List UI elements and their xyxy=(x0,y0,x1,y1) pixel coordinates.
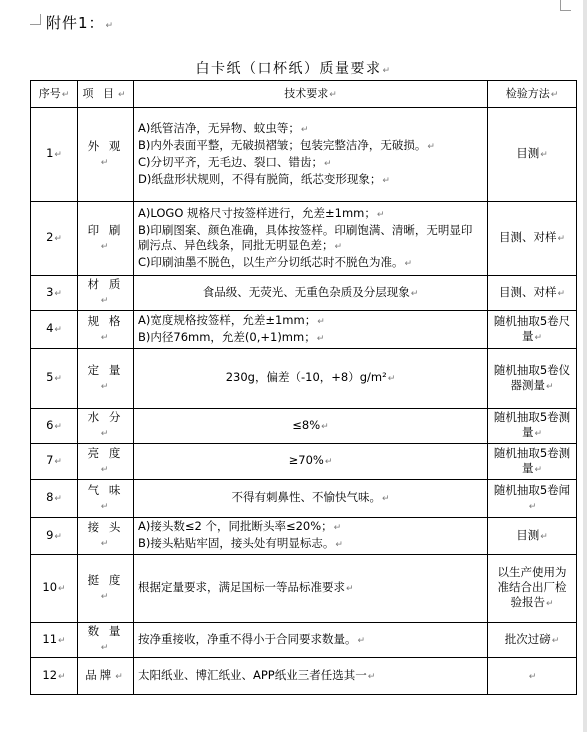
cell-text: 9 xyxy=(46,527,54,542)
cell-text: 目测、对样 xyxy=(498,230,557,244)
cell-text: C)印刷油墨不脱色，以生产分切纸芯时不脱色为准。 xyxy=(138,254,404,269)
table-header-row xyxy=(31,81,577,108)
row-method: 批次过磅↵ xyxy=(488,623,577,658)
cell-text: B)接头粘贴牢固，接头处有明显标志。 xyxy=(138,536,335,550)
scrollbar[interactable] xyxy=(583,0,587,732)
row-number: 4↵ xyxy=(31,311,78,349)
cell-text: 10 xyxy=(42,580,58,594)
row-item: 数 量↵ xyxy=(78,623,134,658)
row-method: ↵ xyxy=(488,658,577,695)
row-number: 12↵ xyxy=(31,658,78,695)
requirement-line: D)纸盘形状规则，不得有脱筒，纸芯变形现象；↵ xyxy=(138,171,390,186)
table-row xyxy=(31,349,577,409)
row-method: 随机抽取5卷仪器测量↵ xyxy=(488,349,577,409)
row-requirement xyxy=(134,555,488,623)
cell-text: B)印刷图案、颜色准确，具体按签样。印刷饱满、清晰，无明显印刷污点、异色线条，同批无明显色差； xyxy=(138,222,473,252)
requirement-line: A)LOGO 规格尺寸按签样进行，允差±1mm；↵ xyxy=(138,205,385,220)
row-number: 2↵ xyxy=(31,202,78,276)
cell-text: 6 xyxy=(46,417,54,432)
row-number: 1↵ xyxy=(31,108,78,202)
row-item: 外 观↵ xyxy=(78,108,134,202)
requirement-line: 按净重接收，净重不得小于合同要求数量。↵ xyxy=(138,631,366,646)
row-requirement xyxy=(134,202,488,276)
table-row xyxy=(31,311,577,349)
cell-text: 目测 xyxy=(516,527,540,542)
requirement-line: C)印刷油墨不脱色，以生产分切纸芯时不脱色为准。↵ xyxy=(138,254,413,269)
row-item: 接 头↵ xyxy=(78,518,134,555)
table-row xyxy=(31,202,577,276)
row-method: 以生产使用为准结合出厂检验报告↵ xyxy=(488,555,577,623)
cell-text: 230g，偏差（-10，+8）g/m² xyxy=(225,370,387,384)
cell-text: 品牌 xyxy=(85,667,115,682)
cell-text: 以生产使用为准结合出厂检验报告 xyxy=(497,565,567,609)
row-item: 亮 度↵ xyxy=(78,444,134,480)
row-item: 规 格↵ xyxy=(78,311,134,349)
row-number: 11↵ xyxy=(31,623,78,658)
cell-text: 7 xyxy=(46,453,54,467)
cell-text: A)接头数≤2 个，同批断头率≤20%； xyxy=(138,519,333,533)
row-number: 6↵ xyxy=(31,409,78,444)
row-requirement: ≥70%↵ xyxy=(134,444,488,480)
cell-text: 12 xyxy=(42,667,58,682)
quality-requirements-table xyxy=(30,80,577,695)
table-row xyxy=(31,555,577,623)
cell-text: 不得有刺鼻性、不愉快气味。 xyxy=(231,490,381,504)
cell-text: 1 xyxy=(46,146,54,160)
row-method: 随机抽取5卷尺量↵ xyxy=(488,311,577,349)
cell-text: 印 刷 xyxy=(87,222,124,237)
cell-text: 随机抽取5卷仪器测量 xyxy=(493,362,571,392)
table-row xyxy=(31,480,577,518)
cell-text: 材 质 xyxy=(87,277,124,291)
cell-text: 按净重接收，净重不得小于合同要求数量。 xyxy=(138,631,357,646)
requirement-line: B)内径76mm，允差(0,+1)mm；↵ xyxy=(138,329,325,344)
row-requirement: 食品级、无荧光、无重色杂质及分层现象↵ xyxy=(134,276,488,311)
row-method: 目测↵ xyxy=(488,518,577,555)
row-requirement xyxy=(134,518,488,555)
cell-text: 外 观 xyxy=(87,138,124,153)
table-row xyxy=(31,623,577,658)
header-item: 项 目↵ xyxy=(78,81,134,108)
margin-corner-mark xyxy=(560,0,571,11)
attachment-label: 附件1：↵ xyxy=(46,14,115,32)
margin-corner-mark xyxy=(30,14,41,25)
row-method: 目测、对样↵ xyxy=(488,276,577,311)
row-requirement xyxy=(134,658,488,695)
cell-text: 11 xyxy=(42,631,58,646)
row-item: 材 质↵ xyxy=(78,276,134,311)
row-number: 7↵ xyxy=(31,444,78,480)
header-method: 检验方法↵ xyxy=(488,81,577,108)
row-method: 目测↵ xyxy=(488,108,577,202)
cell-text: 水 分 xyxy=(87,410,124,424)
requirement-line: 太阳纸业、博汇纸业、APP纸业三者任选其一↵ xyxy=(138,667,376,682)
cell-text: 定 量 xyxy=(87,362,124,377)
row-item: 定 量↵ xyxy=(78,349,134,409)
table-body xyxy=(31,108,577,695)
cell-text: 数 量 xyxy=(87,624,124,638)
requirement-line: A)接头数≤2 个，同批断头率≤20%；↵ xyxy=(138,519,342,533)
row-requirement: ≤8%↵ xyxy=(134,409,488,444)
row-method: 目测、对样↵ xyxy=(488,202,577,276)
cell-text: 根据定量要求，满足国标一等品标准要求 xyxy=(138,580,345,594)
cell-text: 5 xyxy=(46,370,54,384)
row-requirement xyxy=(134,108,488,202)
cell-text: 目测 xyxy=(516,146,540,160)
requirement-line: B)内外表面平整，无破损褶皱；包装完整洁净，无破损。↵ xyxy=(138,137,435,152)
row-number: 3↵ xyxy=(31,276,78,311)
row-requirement: 不得有刺鼻性、不愉快气味。↵ xyxy=(134,480,488,518)
cell-text: 3 xyxy=(46,284,54,299)
cell-text: 2 xyxy=(46,230,54,244)
cell-text: B)内径76mm，允差(0,+1)mm； xyxy=(138,329,316,344)
row-method: 随机抽取5卷测量↵ xyxy=(488,409,577,444)
row-item: 印 刷↵ xyxy=(78,202,134,276)
cell-text: 目测、对样 xyxy=(498,284,557,299)
table-row xyxy=(31,276,577,311)
row-number: 8↵ xyxy=(31,480,78,518)
cell-text: 随机抽取5卷闻 xyxy=(493,482,571,497)
table-row xyxy=(31,518,577,555)
cell-text: D)纸盘形状规则，不得有脱筒，纸芯变形现象； xyxy=(138,171,382,186)
row-method: 随机抽取5卷测量↵ xyxy=(488,444,577,480)
cell-text: 接 头 xyxy=(87,520,124,534)
requirement-line: C)分切平齐，无毛边、裂口、错齿；↵ xyxy=(138,154,332,169)
row-number: 9↵ xyxy=(31,518,78,555)
requirement-line: 根据定量要求，满足国标一等品标准要求↵ xyxy=(138,580,354,594)
row-item: 水 分↵ xyxy=(78,409,134,444)
header-requirements: 技术要求↵ xyxy=(134,81,488,108)
cell-text: ≥70% xyxy=(288,453,324,467)
requirement-line: A)宽度规格按签样，允差±1mm；↵ xyxy=(138,312,325,327)
cell-text: 挺 度 xyxy=(87,572,124,587)
requirement-line: A)纸管洁净，无异物、蚊虫等；↵ xyxy=(138,120,309,135)
table-row xyxy=(31,658,577,695)
row-item: 挺 度↵ xyxy=(78,555,134,623)
cell-text: 规 格 xyxy=(87,313,124,328)
cell-text: A)宽度规格按签样，允差±1mm； xyxy=(138,312,317,327)
cell-text: 8 xyxy=(46,490,54,504)
cell-text: A)LOGO 规格尺寸按签样进行，允差±1mm； xyxy=(138,205,376,220)
row-requirement xyxy=(134,311,488,349)
cell-text: C)分切平齐，无毛边、裂口、错齿； xyxy=(138,154,324,169)
cell-text: 食品级、无荧光、无重色杂质及分层现象 xyxy=(202,284,410,299)
table-row xyxy=(31,444,577,480)
cell-text: 随机抽取5卷测量 xyxy=(493,410,571,439)
document-title: 白卡纸（口杯纸）质量要求↵ xyxy=(195,61,392,77)
cell-text: 4 xyxy=(46,321,54,335)
row-method: 随机抽取5卷闻↵ xyxy=(488,480,577,518)
table-row xyxy=(31,409,577,444)
row-requirement: 230g，偏差（-10，+8）g/m²↵ xyxy=(134,349,488,409)
header-no: 序号↵ xyxy=(31,81,78,108)
table-row xyxy=(31,108,577,202)
row-item: 气 味↵ xyxy=(78,480,134,518)
row-number: 5↵ xyxy=(31,349,78,409)
cell-text: ≤8% xyxy=(292,417,321,432)
cell-text: B)内外表面平整，无破损褶皱；包装完整洁净，无破损。 xyxy=(138,137,427,152)
cell-text: 亮 度 xyxy=(87,445,124,460)
cell-text: 批次过磅 xyxy=(504,631,551,646)
cell-text: 随机抽取5卷测量 xyxy=(493,445,571,475)
row-requirement xyxy=(134,623,488,658)
cell-text: 随机抽取5卷尺量 xyxy=(493,313,571,343)
cell-text: 气 味 xyxy=(87,482,124,497)
cell-text: 太阳纸业、博汇纸业、APP纸业三者任选其一 xyxy=(138,667,367,682)
row-item: 品牌↵ xyxy=(78,658,134,695)
cell-text: A)纸管洁净，无异物、蚊虫等； xyxy=(138,120,300,135)
row-number: 10↵ xyxy=(31,555,78,623)
requirement-line: B)印刷图案、颜色准确，具体按签样。印刷饱满、清晰，无明显印刷污点、异色线条，同批无明显色差；↵ xyxy=(138,222,473,252)
requirement-line: B)接头粘贴牢固，接头处有明显标志。↵ xyxy=(138,536,343,550)
